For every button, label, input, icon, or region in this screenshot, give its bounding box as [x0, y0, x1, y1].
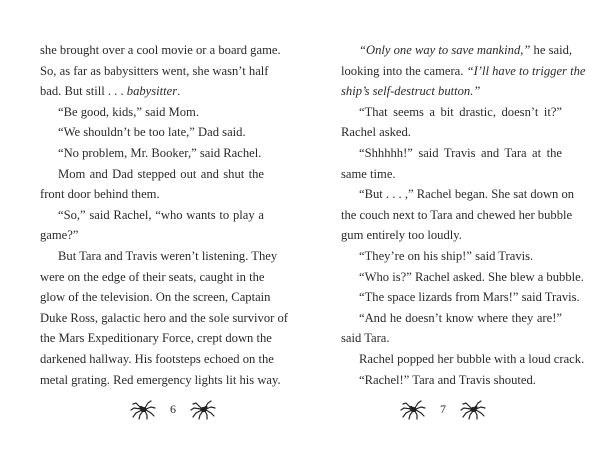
left-line-4 — [40, 122, 264, 143]
text-run: front door behind them. — [40, 187, 160, 202]
right-line-3 — [341, 102, 562, 123]
right-line-0 — [341, 40, 573, 61]
right-line-10 — [341, 246, 562, 267]
text-run: “Rachel!” Tara and Travis shouted. — [359, 372, 536, 387]
left-line-2 — [40, 81, 264, 102]
text-run: she brought over a cool movie or a board game. — [40, 43, 281, 57]
left-line-3 — [40, 102, 264, 123]
left-line-12 — [40, 287, 271, 308]
spider-icon — [400, 398, 426, 420]
text-run: “Shhhhh!” said Travis and Tara at the — [359, 145, 562, 160]
text-run: “They’re on his ship!” said Travis. — [359, 248, 534, 263]
text-run: Mom and Dad stepped out and shut the — [58, 166, 264, 181]
text-run: he said, — [530, 43, 573, 57]
italic-run: babysitter — [126, 84, 178, 99]
right-line-14 — [341, 328, 562, 349]
text-run: . — [177, 84, 181, 99]
left-line-1 — [40, 61, 269, 82]
left-line-13 — [40, 308, 288, 329]
spider-icon — [460, 398, 486, 420]
left-line-16 — [40, 370, 281, 391]
text-run: “Be good, kids,” said Mom. — [58, 104, 199, 119]
text-run: Rachel asked. — [341, 125, 411, 140]
text-run: But Tara and Travis weren’t listening. They — [58, 248, 278, 263]
left-line-7 — [40, 184, 264, 205]
right-footer — [400, 398, 486, 420]
left-page — [40, 40, 288, 390]
text-run: “So,” said Rachel, “who wants to play a — [58, 207, 264, 222]
text-run: So, as far as babysitters went, she wasn’t half — [40, 63, 269, 78]
left-line-15 — [40, 349, 274, 370]
left-line-5 — [40, 143, 264, 164]
right-line-6 — [341, 164, 562, 185]
text-run: the couch next to Tara and chewed her bubble — [341, 207, 573, 222]
page-number: 7 — [440, 401, 446, 416]
text-run: same time. — [341, 166, 396, 181]
text-run: gum entirely too loudly. — [341, 228, 462, 243]
spider-icon — [130, 398, 156, 420]
right-line-15 — [341, 349, 585, 370]
left-line-11 — [40, 267, 264, 288]
italic-run: “I’ll have to trigger the — [466, 63, 586, 78]
text-run: metal grating. Red emergency lights lit his way. — [40, 372, 281, 387]
right-line-12 — [341, 287, 580, 308]
text-run: the Mars Expeditionary Force, crept down the — [40, 331, 272, 346]
left-line-6 — [40, 164, 264, 185]
right-line-4 — [341, 122, 562, 143]
text-run: said Tara. — [341, 331, 390, 346]
text-run: Duke Ross, galactic hero and the sole survivor of — [40, 310, 288, 325]
right-line-5 — [341, 143, 562, 164]
left-line-14 — [40, 328, 272, 349]
right-line-2 — [341, 81, 562, 102]
spider-icon — [190, 398, 216, 420]
text-run: “But . . . ,” Rachel began. She sat down on — [359, 187, 575, 202]
left-line-9 — [40, 225, 264, 246]
page-number: 6 — [170, 401, 176, 416]
italic-run: ship’s self-destruct button.” — [341, 84, 481, 99]
text-run: darkened hallway. His footsteps echoed on the — [40, 351, 274, 366]
right-line-8 — [341, 205, 573, 226]
right-page — [341, 40, 586, 390]
text-run: “Who is?” Rachel asked. She blew a bubble. — [359, 269, 584, 284]
text-run: “The space lizards from Mars!” said Travis. — [359, 290, 580, 305]
right-line-7 — [341, 184, 575, 205]
right-line-13 — [341, 308, 562, 329]
italic-run: “Only one way to save mankind,” — [359, 43, 531, 57]
left-line-10 — [40, 246, 278, 267]
text-run: “No problem, Mr. Booker,” said Rachel. — [58, 145, 262, 160]
text-run: Rachel popped her bubble with a loud crack. — [359, 351, 585, 366]
left-line-0 — [40, 40, 281, 61]
text-run: bad. But still . . . — [40, 84, 127, 99]
text-run: “We shouldn’t be too late,” Dad said. — [58, 125, 246, 140]
left-line-8 — [40, 205, 264, 226]
right-line-16 — [341, 370, 562, 391]
right-line-1 — [341, 61, 586, 82]
text-run: glow of the television. On the screen, Captain — [40, 290, 271, 305]
text-run: “That seems a bit drastic, doesn’t it?” — [359, 104, 562, 119]
text-run: game?” — [40, 228, 79, 243]
text-run: “And he doesn’t know where they are!” — [359, 310, 562, 325]
right-line-9 — [341, 225, 562, 246]
left-footer — [130, 398, 216, 420]
text-run: looking into the camera. — [341, 63, 467, 78]
text-run: were on the edge of their seats, caught in the — [40, 269, 265, 284]
right-line-11 — [341, 267, 584, 288]
